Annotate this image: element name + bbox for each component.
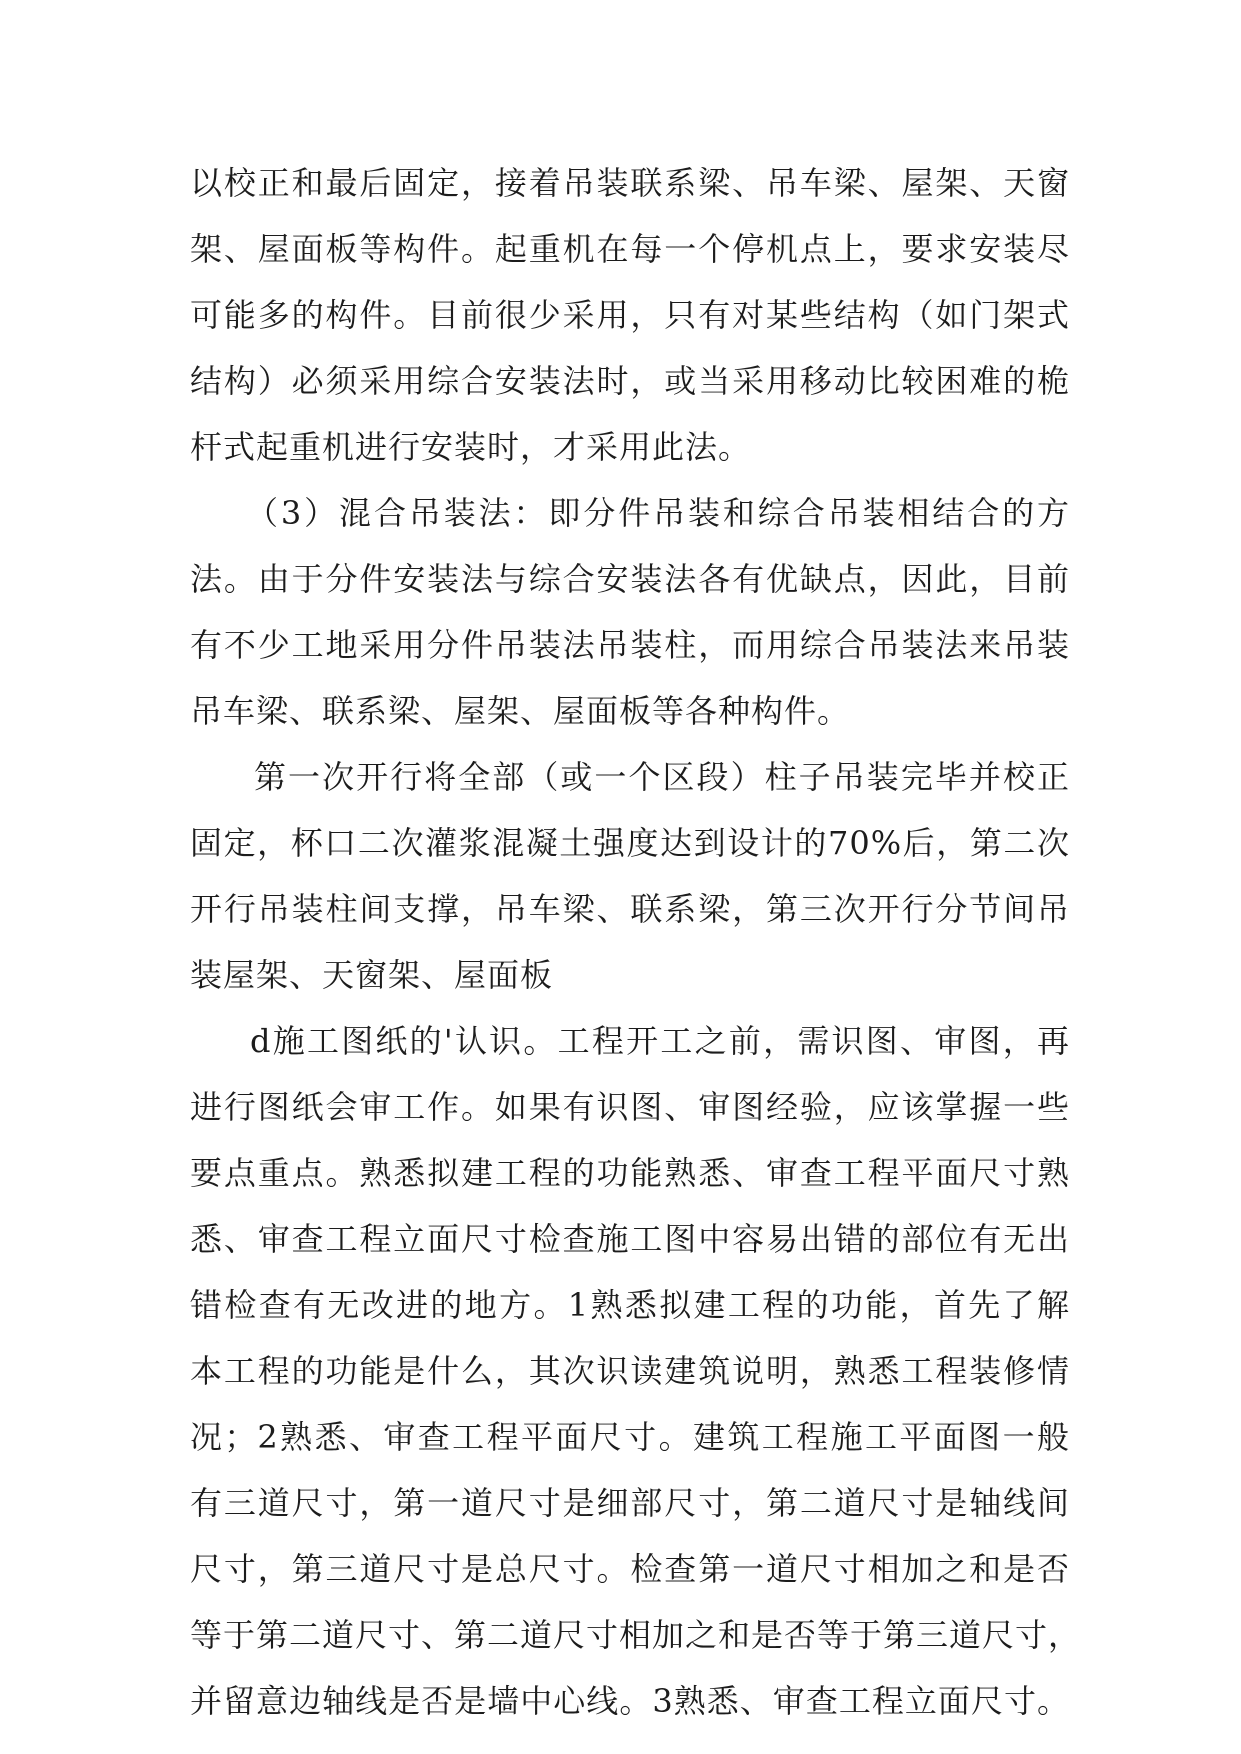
text-line: 杆式起重机进行安装时，才采用此法。 (190, 428, 752, 466)
text-line: 架、屋面板等构件。起重机在每一个停机点上，要求安装尽 (190, 230, 1070, 268)
text-line: 可能多的构件。目前很少采用，只有对某些结构（如门架式 (190, 296, 1070, 334)
text-line: 悉、审查工程立面尺寸检查施工图中容易出错的部位有无出 (190, 1220, 1070, 1258)
text-line: 错检查有无改进的地方。1熟悉拟建工程的功能，首先了解 (190, 1286, 1070, 1324)
text-line: 固定，杯口二次灌浆混凝土强度达到设计的70%后，第二次 (190, 824, 1070, 862)
text-line: 况；2熟悉、审查工程平面尺寸。建筑工程施工平面图一般 (190, 1418, 1070, 1456)
text-line: （3）混合吊装法：即分件吊装和综合吊装相结合的方 (246, 494, 1070, 532)
text-line: 有不少工地采用分件吊装法吊装柱，而用综合吊装法来吊装 (190, 626, 1070, 664)
text-line: 以校正和最后固定，接着吊装联系梁、吊车梁、屋架、天窗 (190, 164, 1070, 202)
text-line: 开行吊装柱间支撑，吊车梁、联系梁，第三次开行分节间吊 (190, 890, 1070, 928)
text-line: 第一次开行将全部（或一个区段）柱子吊装完毕并校正 (254, 758, 1070, 796)
text-line: 本工程的功能是什么，其次识读建筑说明，熟悉工程装修情 (190, 1352, 1070, 1390)
text-line: 尺寸，第三道尺寸是总尺寸。检查第一道尺寸相加之和是否 (190, 1550, 1070, 1588)
document-body (190, 150, 1082, 1734)
text-line: 结构）必须采用综合安装法时，或当采用移动比较困难的桅 (190, 362, 1070, 400)
text-line: 吊车梁、联系梁、屋架、屋面板等各种构件。 (190, 692, 851, 730)
text-line: d施工图纸的'认识。工程开工之前，需识图、审图，再 (250, 1022, 1070, 1060)
text-line: 有三道尺寸，第一道尺寸是细部尺寸，第二道尺寸是轴线间 (190, 1484, 1070, 1522)
text-line: 并留意边轴线是否是墙中心线。3熟悉、审查工程立面尺寸。 (190, 1682, 1070, 1720)
text-line: 装屋架、天窗架、屋面板 (190, 956, 554, 994)
text-line: 等于第二道尺寸、第二道尺寸相加之和是否等于第三道尺寸， (190, 1616, 1082, 1654)
text-line: 要点重点。熟悉拟建工程的功能熟悉、审查工程平面尺寸熟 (190, 1154, 1070, 1192)
text-line: 进行图纸会审工作。如果有识图、审图经验，应该掌握一些 (190, 1088, 1070, 1126)
text-line: 法。由于分件安装法与综合安装法各有优缺点，因此，目前 (190, 560, 1070, 598)
